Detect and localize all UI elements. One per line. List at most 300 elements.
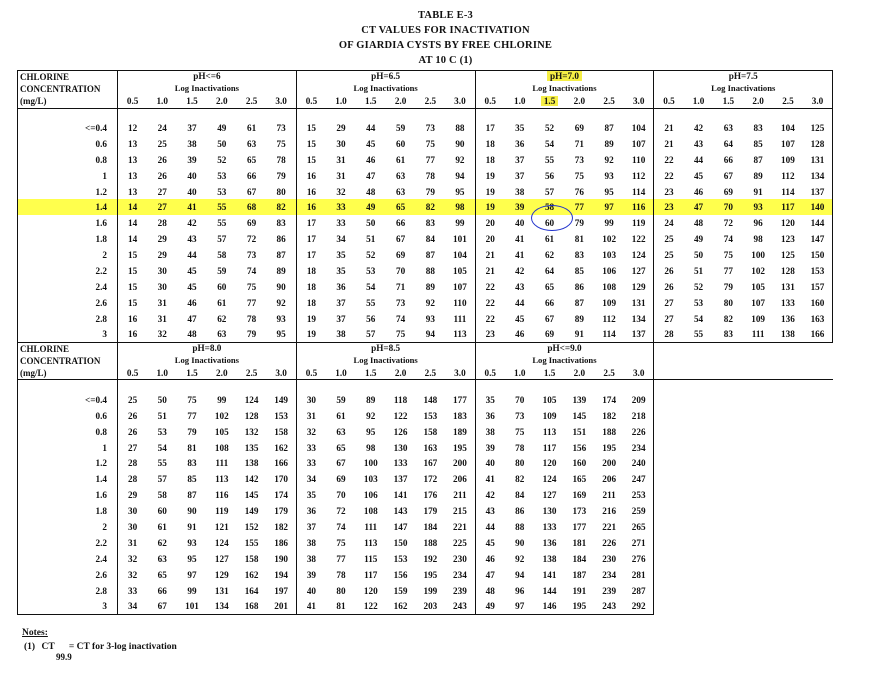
ct-value: 67 <box>246 186 257 197</box>
ct-value: 91 <box>753 186 763 197</box>
chlorine-concentration: 1.4 <box>18 199 118 215</box>
log-step-value: 1.0 <box>514 96 526 107</box>
log-step-header <box>356 367 386 380</box>
empty-cell <box>743 535 773 551</box>
log-step-header <box>624 367 654 380</box>
ct-value: 163 <box>423 442 438 453</box>
empty-cell <box>773 471 803 487</box>
ct-value: 136 <box>542 537 557 548</box>
ct-value: 61 <box>544 234 555 245</box>
spacer <box>207 108 237 120</box>
ct-value: 163 <box>803 311 833 327</box>
ct-value: 160 <box>803 295 833 311</box>
ct-value: 124 <box>214 537 229 548</box>
ct-value: 99 <box>217 394 227 405</box>
ct-value: 128 <box>244 410 259 421</box>
ct-value: 32 <box>147 327 177 343</box>
empty-cell <box>654 440 684 456</box>
ct-value: 114 <box>781 186 795 197</box>
spacer <box>177 380 207 392</box>
ct-value: 63 <box>336 426 346 437</box>
table-row <box>18 247 833 263</box>
ct-value: 52 <box>693 281 704 292</box>
empty-cell <box>713 599 743 615</box>
ct-value: 98 <box>753 234 763 245</box>
ct-value: 59 <box>395 122 406 133</box>
ct-value: 26 <box>128 426 138 437</box>
ct-value: 117 <box>542 442 557 453</box>
ct-value: 78 <box>266 152 296 168</box>
log-step-value: 1.0 <box>692 96 705 107</box>
spacer <box>266 108 296 120</box>
ct-value: 103 <box>602 250 617 261</box>
empty-cell <box>803 456 833 472</box>
ct-value: 94 <box>415 327 445 343</box>
ct-value: 62 <box>217 313 227 324</box>
log-step-header <box>713 95 743 108</box>
log-step-value: 0.5 <box>305 96 318 107</box>
log-step-header <box>266 95 296 108</box>
ct-value: 169 <box>572 490 587 501</box>
ct-value: 92 <box>445 152 475 168</box>
ct-value: 182 <box>266 519 296 535</box>
ct-value: 81 <box>574 234 584 245</box>
ct-value: 132 <box>244 426 259 437</box>
ct-value: 124 <box>624 247 654 263</box>
empty-cell <box>803 519 833 535</box>
ct-value: 79 <box>425 186 435 197</box>
empty-cell <box>803 487 833 503</box>
ct-value: 41 <box>515 234 525 245</box>
empty-cell <box>684 503 714 519</box>
table-row <box>18 519 833 535</box>
empty-cell <box>684 471 714 487</box>
ct-value: 65 <box>336 442 346 453</box>
ct-value: 104 <box>624 120 654 136</box>
empty-cell <box>773 583 803 599</box>
ct-value: 126 <box>393 426 408 437</box>
chlorine-concentration: 0.6 <box>18 408 118 424</box>
log-step-header <box>326 367 356 380</box>
ct-value: 67 <box>336 458 346 469</box>
ct-value: 153 <box>423 410 438 421</box>
ct-value: 234 <box>445 567 475 583</box>
ct-value: 31 <box>306 410 317 421</box>
ct-value: 113 <box>445 327 475 343</box>
spacer <box>535 380 565 392</box>
ct-value: 19 <box>475 199 505 215</box>
ct-value: 99 <box>604 218 614 229</box>
note-1-ct: CT <box>41 642 55 652</box>
log-step-value: 0.5 <box>484 368 496 379</box>
spacer <box>773 108 803 120</box>
log-step-header <box>118 367 148 380</box>
ct-value: 38 <box>515 186 525 197</box>
table-row <box>18 392 833 408</box>
log-step-value: 2.5 <box>424 96 437 107</box>
ct-value: 41 <box>485 474 495 485</box>
ct-value: 247 <box>624 471 654 487</box>
ct-value: 22 <box>485 297 495 308</box>
ct-value: 26 <box>157 154 167 165</box>
ct-value: 137 <box>393 474 408 485</box>
ct-value: 44 <box>515 297 525 308</box>
ct-value: 243 <box>594 599 624 615</box>
empty-cell <box>713 456 743 472</box>
ph-group-header <box>296 342 475 355</box>
ct-value: 22 <box>485 281 495 292</box>
ct-value: 107 <box>624 136 654 152</box>
empty-cell <box>803 503 833 519</box>
ph-group-name: pH<=6 <box>193 71 221 82</box>
chlorine-concentration: 3 <box>18 599 118 615</box>
ct-value: 84 <box>425 234 435 245</box>
ct-value: 25 <box>664 250 674 261</box>
ct-value: 72 <box>336 506 346 517</box>
ct-value: 58 <box>217 250 227 261</box>
ct-value: 156 <box>572 442 587 453</box>
ct-value: 63 <box>246 138 257 149</box>
ct-value: 104 <box>781 122 795 133</box>
ct-value: 89 <box>574 313 584 324</box>
ct-value: 105 <box>445 263 475 279</box>
ct-value: 50 <box>217 138 227 149</box>
ct-value: 18 <box>485 154 495 165</box>
ct-value: 62 <box>157 537 167 548</box>
ph-group-header <box>296 71 475 84</box>
empty-cell <box>743 487 773 503</box>
ct-value: 160 <box>572 458 587 469</box>
ct-value: 152 <box>244 522 259 533</box>
ct-value: 133 <box>393 458 408 469</box>
log-inactivations-label: Log Inactivations <box>118 83 297 95</box>
ct-value: 64 <box>723 138 733 149</box>
ct-value: 77 <box>336 553 346 564</box>
ct-value: 111 <box>743 327 773 343</box>
chlorine-concentration: 1.8 <box>18 503 118 519</box>
ph-group-name: pH=7.5 <box>728 71 758 82</box>
ct-value: 239 <box>602 585 617 596</box>
log-step-value: 1.5 <box>722 96 735 107</box>
ct-value: 86 <box>515 506 525 517</box>
ct-value: 19 <box>485 170 495 181</box>
spacer <box>356 108 386 120</box>
ct-value: 31 <box>157 313 167 324</box>
ct-value: 253 <box>624 487 654 503</box>
table-row <box>18 471 833 487</box>
empty-cell <box>803 551 833 567</box>
ct-value: 66 <box>157 585 167 596</box>
spacer <box>505 108 535 120</box>
log-step-header <box>564 95 594 108</box>
ct-value: 119 <box>624 215 654 231</box>
ct-value: 39 <box>505 199 535 215</box>
log-step-header <box>505 367 535 380</box>
ct-value: 58 <box>157 490 167 501</box>
ct-value: 36 <box>515 138 525 149</box>
ct-value: 32 <box>306 426 317 437</box>
ct-value: 124 <box>244 394 259 405</box>
ct-value: 46 <box>693 186 704 197</box>
ct-value: 96 <box>753 218 763 229</box>
ct-value: 38 <box>485 426 495 437</box>
ct-value: 85 <box>753 138 763 149</box>
ct-value: 195 <box>445 440 475 456</box>
ct-value: 20 <box>485 234 495 245</box>
log-step-header <box>505 95 535 108</box>
ct-value: 162 <box>266 440 296 456</box>
ct-value: 200 <box>445 456 475 472</box>
ct-value: 27 <box>664 297 674 308</box>
log-step-value: 1.0 <box>156 96 168 107</box>
ct-value: 77 <box>564 199 594 215</box>
ct-value: 75 <box>266 136 296 152</box>
label-concentration: CONCENTRATION <box>18 83 118 95</box>
spacer <box>207 380 237 392</box>
chlorine-concentration: <=0.4 <box>18 120 118 136</box>
ct-value: 13 <box>128 170 138 181</box>
ct-value: 127 <box>542 490 557 501</box>
note-1-number: (1) <box>24 642 36 652</box>
empty-cell <box>773 503 803 519</box>
ct-value: 78 <box>425 170 435 181</box>
spacer <box>356 380 386 392</box>
empty-header <box>743 367 773 380</box>
ph-group-header <box>118 342 297 355</box>
ct-value: 26 <box>664 281 674 292</box>
ct-value: 63 <box>157 553 167 564</box>
ct-value: 66 <box>544 297 555 308</box>
ct-value: 292 <box>624 599 654 615</box>
log-step-header <box>118 95 148 108</box>
ct-value: 109 <box>542 410 557 421</box>
ph-group-header <box>475 342 654 355</box>
ct-value: 13 <box>128 186 138 197</box>
ct-value: 91 <box>187 522 197 533</box>
ct-value: 130 <box>542 506 557 517</box>
ct-value: 92 <box>425 297 435 308</box>
log-step-header <box>475 95 505 108</box>
ct-value: 105 <box>214 426 229 437</box>
ct-value: 74 <box>336 522 346 533</box>
ct-value: 16 <box>306 170 317 181</box>
ct-value: 48 <box>177 327 207 343</box>
ct-value: 46 <box>366 154 376 165</box>
ct-value: 21 <box>664 122 674 133</box>
ct-value: 46 <box>187 297 197 308</box>
ct-value: 151 <box>572 426 587 437</box>
spacer <box>594 108 624 120</box>
spacer <box>237 380 267 392</box>
empty-cell <box>654 535 684 551</box>
ct-value: 56 <box>366 313 376 324</box>
empty-cell <box>803 535 833 551</box>
ct-value: 58 <box>535 199 565 215</box>
ct-value: 184 <box>423 522 438 533</box>
ct-value: 83 <box>574 250 584 261</box>
table-title: TABLE E-3 <box>418 10 473 21</box>
ct-value: 206 <box>445 471 475 487</box>
ct-value: 30 <box>336 138 346 149</box>
ct-value: 90 <box>187 506 197 517</box>
empty-cell <box>743 408 773 424</box>
empty-cell <box>684 535 714 551</box>
ct-value: 188 <box>423 537 438 548</box>
ct-value: 86 <box>574 281 584 292</box>
ct-value: 156 <box>393 569 408 580</box>
ct-value: 27 <box>664 313 674 324</box>
spacer <box>296 380 326 392</box>
ct-value: 49 <box>217 122 227 133</box>
ph-group-name: pH=8.0 <box>192 343 222 354</box>
ct-value: 76 <box>574 186 584 197</box>
ct-value: 21 <box>664 138 674 149</box>
ct-value: 131 <box>624 295 654 311</box>
ct-value: 48 <box>693 218 704 229</box>
ct-value: 63 <box>723 122 733 133</box>
ct-value: 55 <box>157 458 167 469</box>
ct-value: 73 <box>266 120 296 136</box>
ph-group-name: pH<=9.0 <box>547 343 582 354</box>
ct-value: 53 <box>217 170 227 181</box>
log-step-header <box>237 367 267 380</box>
ct-value: 31 <box>128 537 138 548</box>
ct-value: 120 <box>363 585 378 596</box>
ct-value: 65 <box>157 569 167 580</box>
empty-cell <box>713 519 743 535</box>
ct-value: 48 <box>485 585 495 596</box>
ct-value: 83 <box>425 218 435 229</box>
ct-value: 45 <box>187 281 197 292</box>
log-step-value: 2.0 <box>394 96 407 107</box>
ct-value: 115 <box>364 553 378 564</box>
ct-value: 49 <box>475 599 505 615</box>
table-row <box>18 583 833 599</box>
ct-value: 14 <box>128 218 138 229</box>
ct-value: 179 <box>423 506 438 517</box>
ct-value: 137 <box>624 327 654 343</box>
ct-value: 45 <box>485 537 495 548</box>
ct-value: 99 <box>187 585 197 596</box>
chlorine-concentration: 2 <box>18 519 118 535</box>
empty-header <box>654 342 833 355</box>
ct-value: 116 <box>624 199 654 215</box>
ct-value: 20 <box>485 218 495 229</box>
ct-value: 101 <box>177 599 207 615</box>
log-inactivations-label: Log Inactivations <box>654 83 833 95</box>
ct-value: 53 <box>157 426 167 437</box>
ct-value: 271 <box>624 535 654 551</box>
notes-heading: Notes: <box>22 628 48 638</box>
ct-value: 67 <box>147 599 177 615</box>
empty-cell <box>654 583 684 599</box>
ct-value: 50 <box>693 250 704 261</box>
log-step-header <box>594 367 624 380</box>
empty-cell <box>654 567 684 583</box>
spacer <box>564 108 594 120</box>
ct-value: 95 <box>187 553 197 564</box>
empty-cell <box>713 583 743 599</box>
ct-value: 59 <box>336 394 346 405</box>
ct-value: 276 <box>624 551 654 567</box>
ct-value: 191 <box>572 585 587 596</box>
ct-value: 44 <box>693 154 704 165</box>
ct-value: 14 <box>128 234 138 245</box>
ct-value: 52 <box>366 250 376 261</box>
log-step-value: 3.0 <box>454 368 466 379</box>
ct-value: 75 <box>187 394 197 405</box>
ct-value: 92 <box>604 154 614 165</box>
ct-value: 138 <box>542 553 557 564</box>
ct-value: 29 <box>336 122 346 133</box>
log-step-value: 2.0 <box>573 368 586 379</box>
ct-value: 112 <box>781 170 795 181</box>
ct-value: 107 <box>751 297 766 308</box>
empty-cell <box>654 519 684 535</box>
ct-value: 96 <box>515 585 525 596</box>
ct-value: 70 <box>395 265 406 276</box>
log-step-value: 2.5 <box>603 96 615 107</box>
ct-value: 128 <box>781 265 795 276</box>
ct-value: 42 <box>693 122 704 133</box>
label-concentration: CONCENTRATION <box>18 355 118 367</box>
ct-value: 17 <box>306 234 317 245</box>
table-row <box>18 456 833 472</box>
ct-value: 215 <box>445 503 475 519</box>
ct-value: 133 <box>542 522 557 533</box>
ct-value: 80 <box>266 184 296 200</box>
ct-value: 41 <box>177 199 207 215</box>
ct-value: 48 <box>366 186 376 197</box>
ct-value: 240 <box>624 456 654 472</box>
ct-value: 19 <box>485 186 495 197</box>
ct-value: 72 <box>246 234 257 245</box>
empty-cell <box>684 440 714 456</box>
chlorine-concentration: 0.8 <box>18 424 118 440</box>
empty-cell <box>803 583 833 599</box>
ct-value: 128 <box>803 136 833 152</box>
log-step-value: 1.5 <box>543 368 556 379</box>
ct-value: 92 <box>515 553 525 564</box>
ct-value: 44 <box>485 522 495 533</box>
ct-value: 50 <box>366 218 376 229</box>
ct-value: 121 <box>214 522 229 533</box>
ct-value: 87 <box>574 297 584 308</box>
ct-value: 66 <box>246 170 257 181</box>
ct-value: 74 <box>246 265 257 276</box>
ct-value: 125 <box>803 120 833 136</box>
ct-value: 209 <box>624 392 654 408</box>
ct-value: 79 <box>723 281 733 292</box>
empty-cell <box>713 440 743 456</box>
log-step-header <box>535 367 565 380</box>
ct-value: 12 <box>128 122 138 133</box>
ct-value: 83 <box>713 327 743 343</box>
ct-value: 103 <box>363 474 378 485</box>
ct-value: 78 <box>336 569 346 580</box>
empty-cell <box>743 456 773 472</box>
ct-value: 95 <box>266 327 296 343</box>
spacer <box>624 108 654 120</box>
ct-value: 199 <box>423 585 438 596</box>
ct-value: 65 <box>544 281 555 292</box>
ct-value: 16 <box>296 199 326 215</box>
table-row <box>18 231 833 247</box>
ct-value: 159 <box>393 585 408 596</box>
ct-value: 179 <box>266 503 296 519</box>
ct-value: 166 <box>266 456 296 472</box>
ct-value: 188 <box>602 426 617 437</box>
